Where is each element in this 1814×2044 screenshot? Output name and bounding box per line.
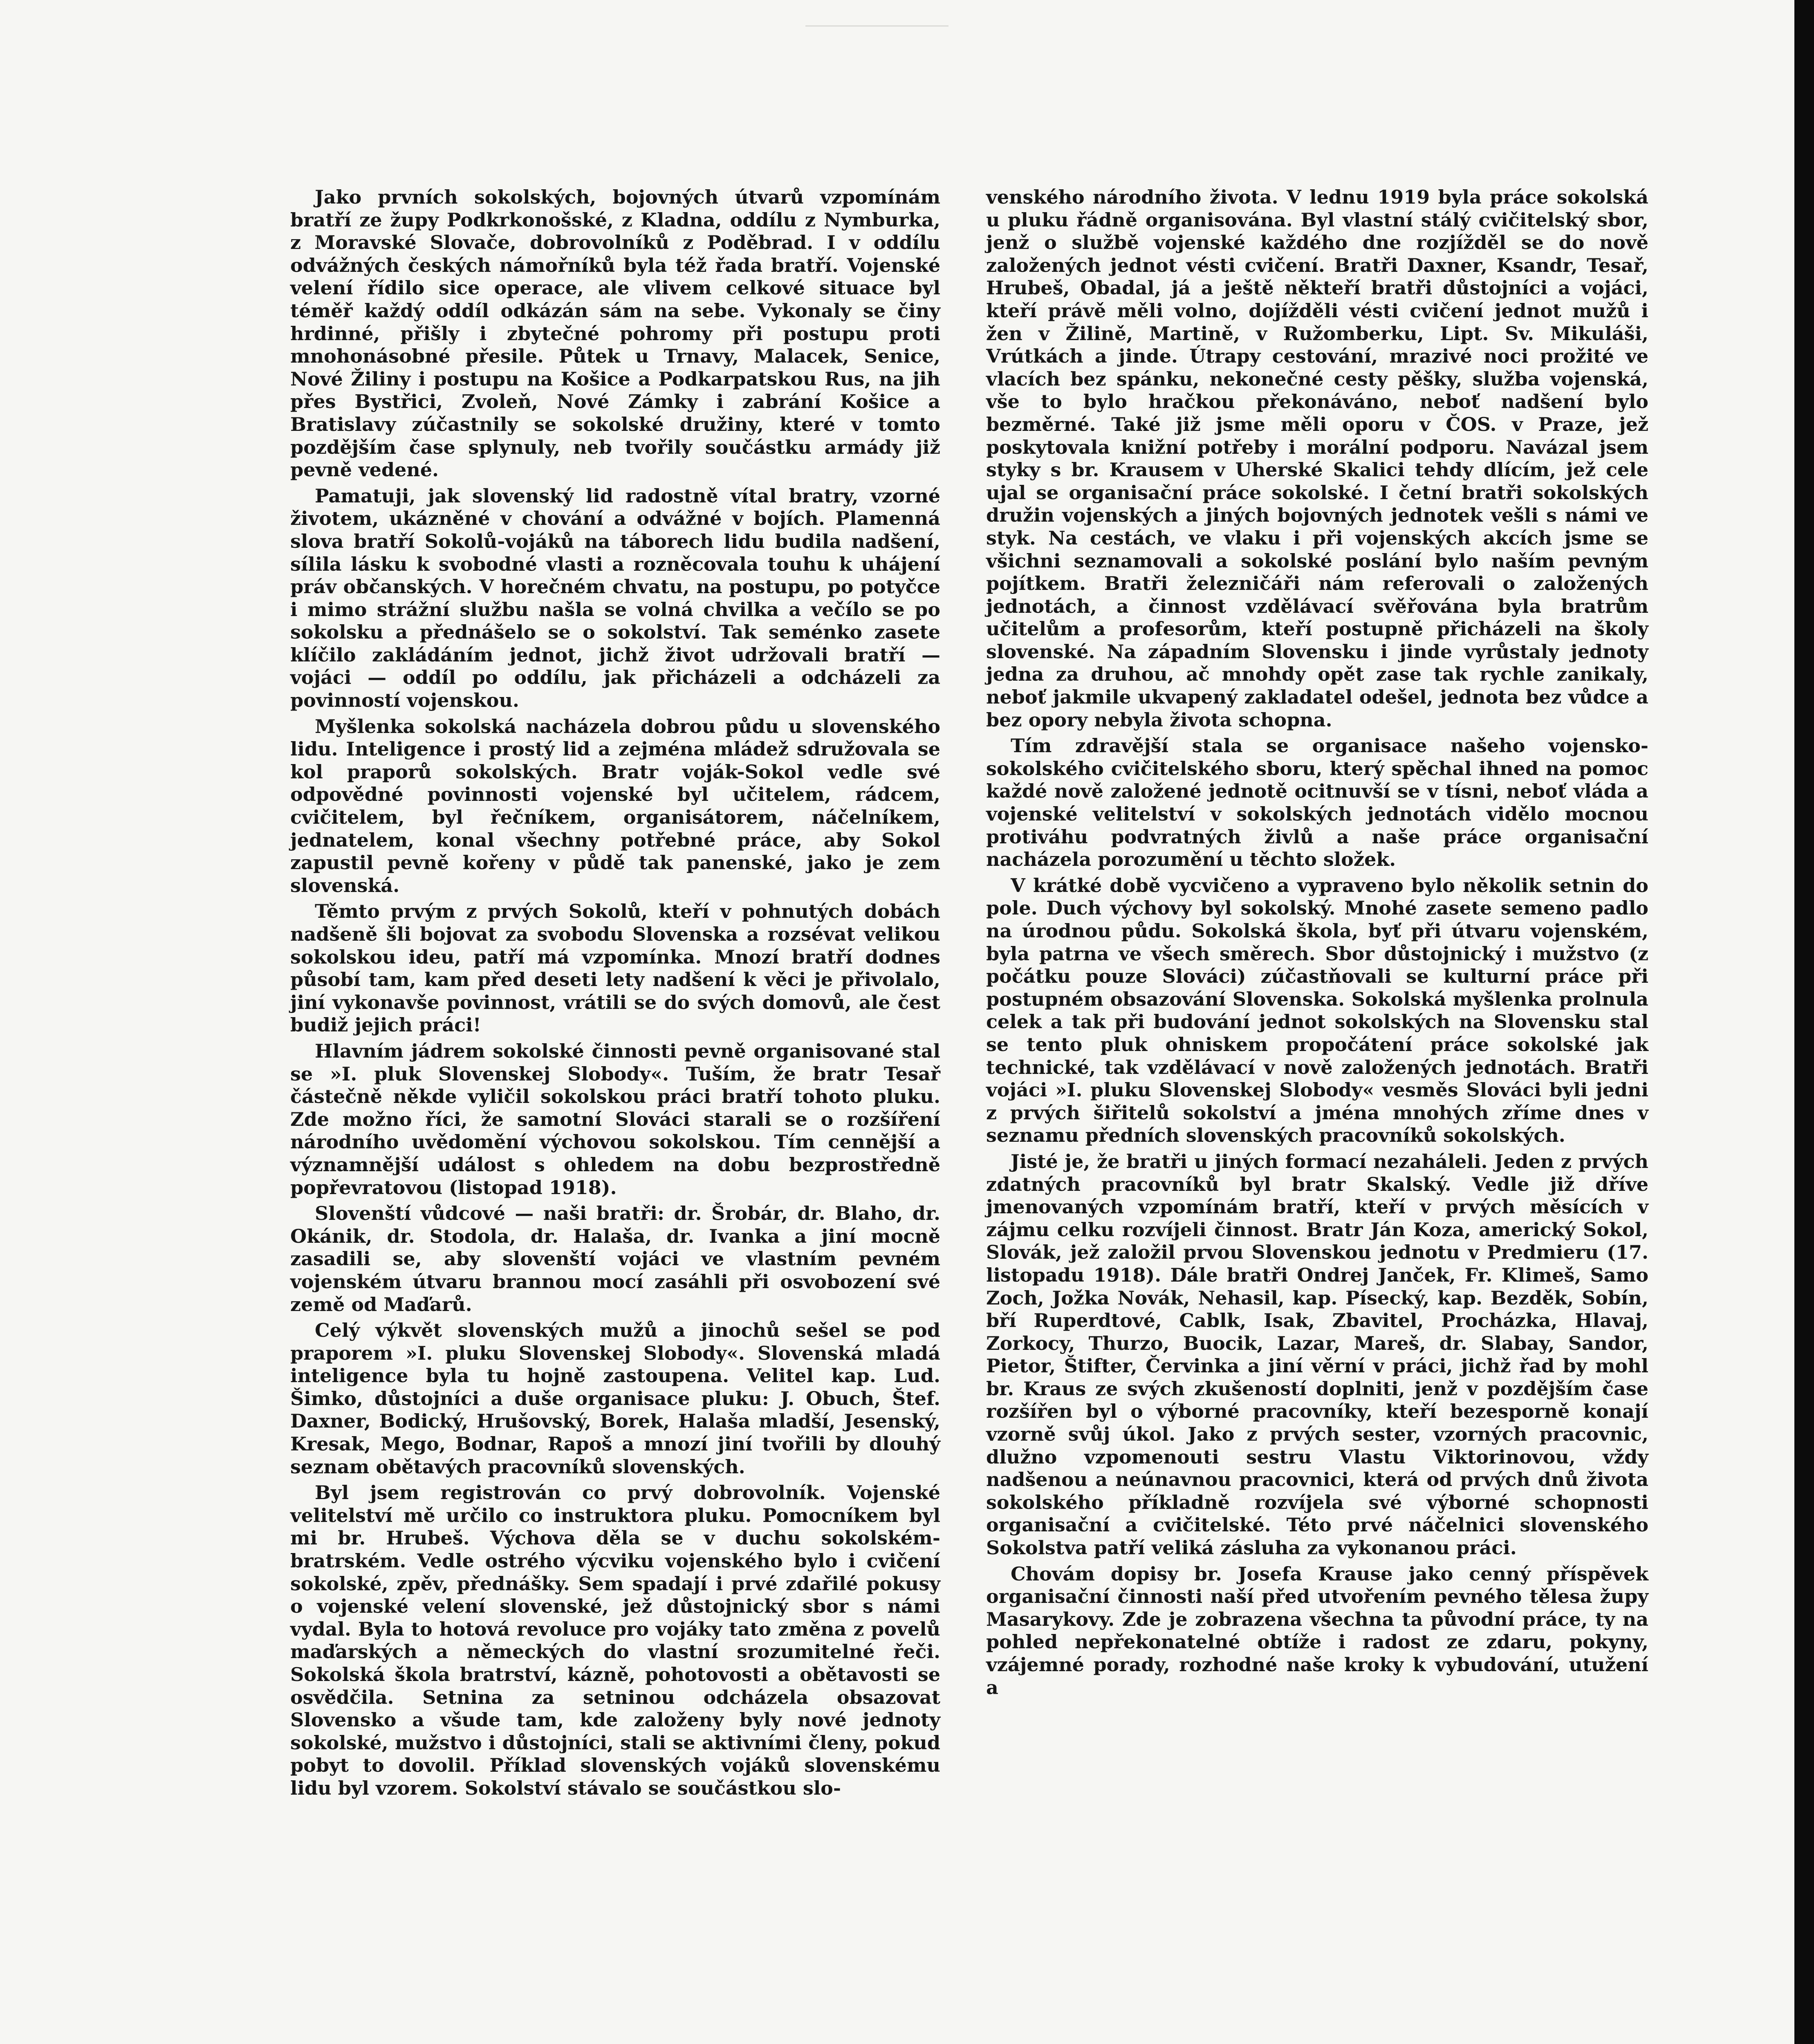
right-text-column <box>986 186 1648 1699</box>
paragraph: Tím zdravější stala se organisace našeho vojensko-sokolského cvičitelského sboru, který spěchal ihned na pomoc každé nově založené jednotě ocitnuvší se v tísni, neboť vláda a vojenské velitelství v sokolských jednotách vidělo mocnou protiváhu podvratných živlů a naše práce organisační nacházela porozumění u těchto složek. <box>986 735 1648 871</box>
scan-artifact-mark <box>805 25 948 43</box>
paragraph: venského národního života. V lednu 1919 byla práce sokolská u pluku řádně organisována. Byl vlastní stálý cvičitelský sbor, jenž o službě vojenské každého dne rozjížděl se do nově založených jednot vésti cvičení. Bratři Daxner, Ksandr, Tesař, Hrubeš, Obadal, já a ještě někteří bratři důstojníci a vojáci, kteří právě měli volno, dojížděli vésti cvičení jednot mužů i žen v Žilině, Martině, v Ružomberku, Lipt. Sv. Mikuláši, Vrútkách a jinde. Útrapy cestování, mrazivé noci prožité ve vlacích bez spánku, nekonečné cesty pěšky, služba vojenská, vše to bylo hračkou překonáváno, neboť nadšení bylo bezměrné. Také již jsme měli oporu v ČOS. v Praze, jež poskytovala knižní potřeby i morální podporu. Navázal jsem styky s br. Krausem v Uherské Skalici tehdy dlícím, jež cele ujal se organisační práce sokolské. I četní bratři sokolských družin vojenských a jiných bojovných jednotek vešli s námi ve styk. Na cestách, ve vlaku i při vojenských akcích jsme se všichni seznamovali a sokolské poslání bylo naším pevným pojítkem. Bratři železničáři nám referovali o založených jednotách, a činnost vzdělávací svěřována byla bratrům učitelům a profesorům, kteří postupně přicházeli na školy slovenské. Na západním Slovensku i jinde vyrůstaly jednoty jedna za druhou, ač mnohdy opět zase tak rychle zanikaly, neboť jakmile ukvapený zakladatel odešel, jednota bez vůdce a bez opory nebyla života schopna. <box>986 186 1648 731</box>
paragraph: Jako prvních sokolských, bojovných útvarů vzpomínám bratří ze župy Podkrkonošské, z Kladna, oddílu z Nymburka, z Moravské Slovače, dobrovolníků z Poděbrad. I v oddílu odvážných českých námořníků byla též řada bratří. Vojenské velení řídilo sice operace, ale vlivem celkové situace byl téměř každý oddíl odkázán sám na sebe. Vykonaly se činy hrdinné, přišly i zbytečné pohromy při postupu proti mnohonásobné přesile. Půtek u Trnavy, Malacek, Senice, Nové Žiliny i postupu na Košice a Podkarpatskou Rus, na jih přes Bystřici, Zvoleň, Nové Zámky i zabrání Košice a Bratislavy zúčastnily se sokolské družiny, které v tomto pozdějším čase splynuly, neb tvořily součástku armády již pevně vedené. <box>290 186 940 481</box>
paragraph: Hlavním jádrem sokolské činnosti pevně organisované stal se »I. pluk Slovenskej Slobody«. Tuším, že bratr Tesař částečně někde vyličil sokolskou práci bratří tohoto pluku. Zde možno říci, že samotní Slováci starali se o rozšíření národního uvědomění výchovou sokolskou. Tím cennější a významnější událost s ohledem na dobu bezprostředně popřevratovou (listopad 1918). <box>290 1040 940 1199</box>
paragraph: Chovám dopisy br. Josefa Krause jako cenný příspěvek organisační činnosti naší před utvořením pevného tělesa župy Masarykovy. Zde je zobrazena všechna ta původní práce, ty na pohled nepřekonatelné obtíže i radost ze zdaru, pokyny, vzájemné porady, rozhodné naše kroky k vybudování, utužení a <box>986 1562 1648 1699</box>
paragraph: Byl jsem registrován co prvý dobrovolník. Vojenské velitelství mě určilo co instruktora pluku. Pomocníkem byl mi br. Hrubeš. Výchova děla se v duchu sokolském-bratrském. Vedle ostrého výcviku vojenského bylo i cvičení sokolské, zpěv, přednášky. Sem spadají i prvé zdařilé pokusy o vojenské velení slovenské, jež důstojnický sbor s námi vydal. Byla to hotová revoluce pro vojáky tato změna z povelů maďarských a německých do vlastní srozumitelné řeči. Sokolská škola bratrství, kázně, pohotovosti a obětavosti se osvědčila. Setnina za setninou odcházela obsazovat Slovensko a všude tam, kde založeny byly nové jednoty sokolské, mužstvo i důstojníci, stali se aktivními členy, pokud pobyt to dovolil. Příklad slovenských vojáků slovenskému lidu byl vzorem. Sokolství stávalo se součástkou slo- <box>290 1481 940 1799</box>
paragraph: Slovenští vůdcové — naši bratři: dr. Šrobár, dr. Blaho, dr. Okánik, dr. Stodola, dr. Halaša, dr. Ivanka a jiní mocně zasadili se, aby slovenští vojáci ve vlastním pevném vojenském útvaru brannou mocí zasáhli při osvobození své země od Maďarů. <box>290 1202 940 1316</box>
paragraph: Jisté je, že bratři u jiných formací nezaháleli. Jeden z prvých zdatných pracovníků byl bratr Skalský. Vedle již dříve jmenovaných vzpomínám bratří, kteří v prvých měsících v zájmu celku rozvíjeli činnost. Bratr Ján Koza, americký Sokol, Slovák, jež založil prvou Slovenskou jednotu v Predmieru (17. listopadu 1918). Dále bratři Ondrej Janček, Fr. Klimeš, Samo Zoch, Jožka Novák, Nehasil, kap. Písecký, kap. Bezděk, Sobín, bří Ruperdtové, Cablk, Isak, Zbavitel, Procházka, Hlavaj, Zorkocy, Thurzo, Buocik, Lazar, Mareš, dr. Slabay, Sandor, Pietor, Štifter, Červinka a jiní věrní v práci, jichž řad by mohl br. Kraus ze svých zkušeností doplniti, jenž v pozdějším čase rozšířen byl o výborné pracovníky, kteří bezesporně konají vzorně svůj úkol. Jako z prvých sester, vzorných pracovnic, dlužno vzpomenouti sestru Vlastu Viktorinovou, vždy nadšenou a neúnavnou pracovnici, která od prvých dnů života sokolského příkladně rozvíjela své výborné schopnosti organisační a cvičitelské. Této prvé náčelnici slovenského Sokolstva patří veliká zásluha za vykonanou práci. <box>986 1150 1648 1559</box>
paragraph: Těmto prvým z prvých Sokolů, kteří v pohnutých dobách nadšeně šli bojovat za svobodu Slovenska a rozsévat velikou sokolskou ideu, patří má vzpomínka. Mnozí bratří dodnes působí tam, kam před deseti lety nadšení k věci je přivolalo, jiní vykonavše povinnost, vrátili se do svých domovů, ale čest budiž jejich práci! <box>290 900 940 1036</box>
scan-edge-border <box>1794 0 1814 2044</box>
left-text-column <box>290 186 940 1800</box>
paragraph: Celý výkvět slovenských mužů a jinochů sešel se pod praporem »I. pluku Slovenskej Slobody«. Slovenská mladá inteligence byla tu hojně zastoupena. Velitel kap. Lud. Šimko, důstojníci a duše organisace pluku: J. Obuch, Štef. Daxner, Bodický, Hrušovský, Borek, Halaša mladší, Jesenský, Kresak, Mego, Bodnar, Rapoš a mnozí jiní tvořili by dlouhý seznam obětavých pracovníků slovenských. <box>290 1319 940 1478</box>
paragraph: Pamatuji, jak slovenský lid radostně vítal bratry, vzorné životem, ukázněné v chování a odvážné v bojích. Plamenná slova bratří Sokolů-vojáků na táborech lidu budila nadšení, sílila lásku k svobodné vlasti a rozněcovala touhu k uhájení práv občanských. V horečném chvatu, na postupu, po potyčce i mimo strážní službu našla se volná chvilka a večílo se po sokolsku a přednášelo se o sokolství. Tak seménko zasete klíčilo zakládáním jednot, jichž život udržovali bratří — vojáci — oddíl po oddílu, jak přicházeli a odcházeli za povinností vojenskou. <box>290 484 940 712</box>
paragraph: Myšlenka sokolská nacházela dobrou půdu u slovenského lidu. Inteligence i prostý lid a zejména mládež sdružovala se kol praporů sokolských. Bratr voják-Sokol vedle své odpovědné povinnosti vojenské byl učitelem, rádcem, cvičitelem, byl řečníkem, organisátorem, náčelníkem, jednatelem, konal všechny potřebné práce, aby Sokol zapustil pevně kořeny v půdě tak panenské, jako je zem slovenská. <box>290 715 940 896</box>
paragraph: V krátké době vycvičeno a vypraveno bylo několik setnin do pole. Duch výchovy byl sokolský. Mnohé zasete semeno padlo na úrodnou půdu. Sokolská škola, byť při útvaru vojenském, byla patrna ve všech směrech. Sbor důstojnický i mužstvo (z počátku pouze Slováci) zúčastňovali se kulturní práce při postupném obsazování Slovenska. Sokolská myšlenka prolnula celek a tak při budování jednot sokolských na Slovensku stal se tento pluk ohniskem propočátení práce sokolské jak technické, tak vzdělávací v nově založených jednotách. Bratři vojáci »I. pluku Slovenskej Slobody« vesměs Slováci byli jedni z prvých šiřitelů sokolství a jména mnohých zříme dnes v seznamu předních slovenských pracovníků sokolských. <box>986 874 1648 1147</box>
